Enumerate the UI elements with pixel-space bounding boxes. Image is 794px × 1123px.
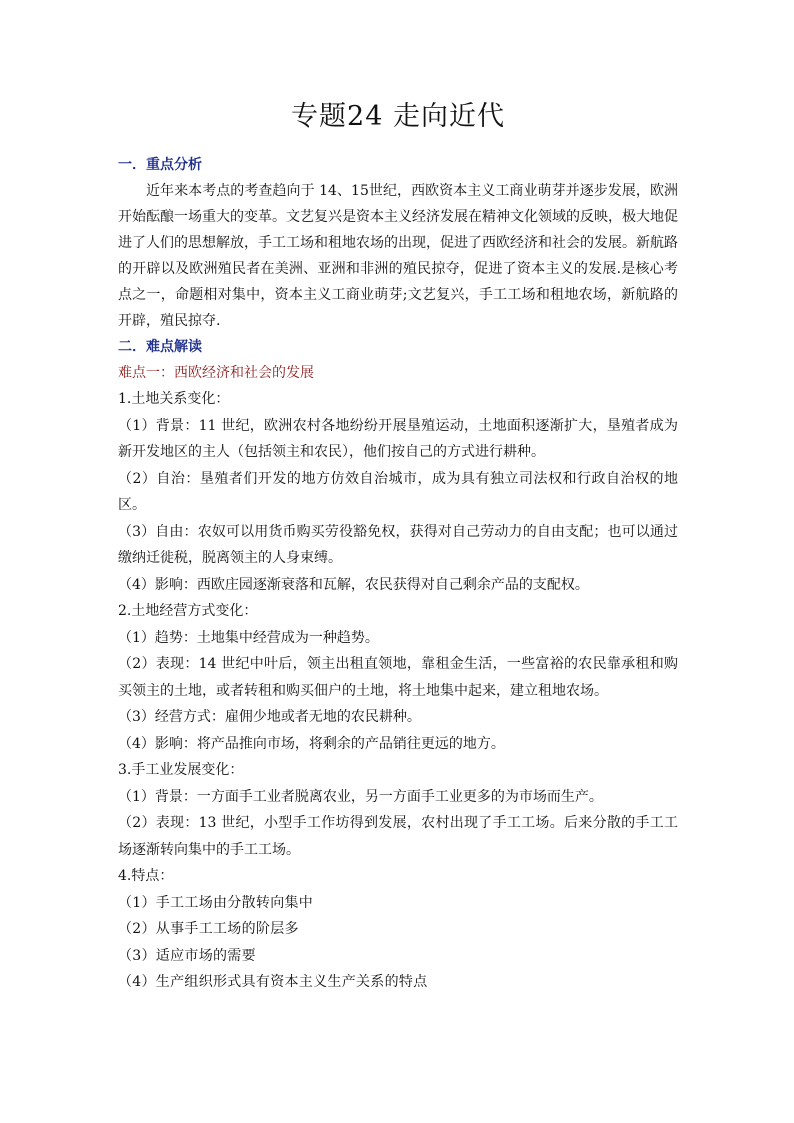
difficulty-subheading: 难点一：西欧经济和社会的发展	[118, 365, 314, 381]
content-line: 3.手工业发展变化：	[118, 762, 244, 778]
content-line: （2）表现：14 世纪中叶后，领主出租直领地，靠租金生活，一些富裕的农民靠承租和购买领主的土地，或者转租和购买佃户的土地，将土地集中起来，建立租地农场。	[118, 656, 678, 699]
section-paragraph-key-analysis: 近年来本考点的考查趋向于 14、15世纪，西欧资本主义工商业萌芽并逐步发展，欧洲开始酝酿一场重大的变革。文艺复兴是资本主义经济发展在精神文化领域的反映，极大地促进了人们的思想解放，手工工场和租地农场的出现，促进了西欧经济和社会的发展。新航路的开辟以及欧洲殖民者在美洲、亚洲和非洲的殖民掠夺，促进了资本主义的发展.是核心考点之一，命题相对集中，资本主义工商业萌芽;文艺复兴，手工工场和租地农场，新航路的开辟，殖民掠夺.	[118, 183, 678, 329]
content-line: （2）从事手工工场的阶层多	[118, 921, 299, 937]
content-line: （1）手工工场由分散转向集中	[118, 894, 314, 911]
content-line: 4.特点：	[118, 868, 174, 884]
content-line: （1）趋势：土地集中经营成为一种趋势。	[118, 629, 379, 646]
content-line: （4）影响：西欧庄园逐渐衰落和瓦解，农民获得对自己剩余产品的支配权。	[118, 576, 589, 593]
content-line: （1）背景：11 世纪，欧洲农村各地纷纷开展垦殖运动，土地面积逐渐扩大，垦殖者成为新开发地区的主人（包括领主和农民），他们按自己的方式进行耕种。	[118, 417, 678, 460]
content-line: （4）生产组织形式具有资本主义生产关系的特点	[118, 974, 428, 990]
section-heading-difficulties: 二．难点解读	[118, 339, 202, 355]
content-line: 1.土地关系变化：	[118, 391, 230, 407]
content-line: （4）影响：将产品推向市场，将剩余的产品销往更远的地方。	[118, 735, 505, 752]
page-title: 专题24 走向近代	[291, 101, 505, 132]
content-line: （3）自由：农奴可以用货币购买劳役豁免权，获得对自己劳动力的自由支配；也可以通过缴纳迁徙税，脱离领主的人身束缚。	[118, 523, 678, 566]
document-page	[118, 0, 678, 996]
content-line: （1）背景：一方面手工业者脱离农业，另一方面手工业更多的为市场而生产。	[118, 788, 603, 805]
content-line: （2）自治：垦殖者们开发的地方仿效自治城市，成为具有独立司法权和行政自治权的地区。	[118, 470, 678, 513]
content-line: （3）适应市场的需要	[118, 947, 256, 964]
content-line: 2.土地经营方式变化：	[118, 603, 258, 619]
section-heading-key-analysis: 一．重点分析	[118, 157, 202, 173]
content-line: （3）经营方式：雇佣少地或者无地的农民耕种。	[118, 709, 421, 725]
content-line: （2）表现：13 世纪，小型手工作坊得到发展，农村出现了手工工场。后来分散的手工工场逐渐转向集中的手工工场。	[118, 815, 678, 858]
